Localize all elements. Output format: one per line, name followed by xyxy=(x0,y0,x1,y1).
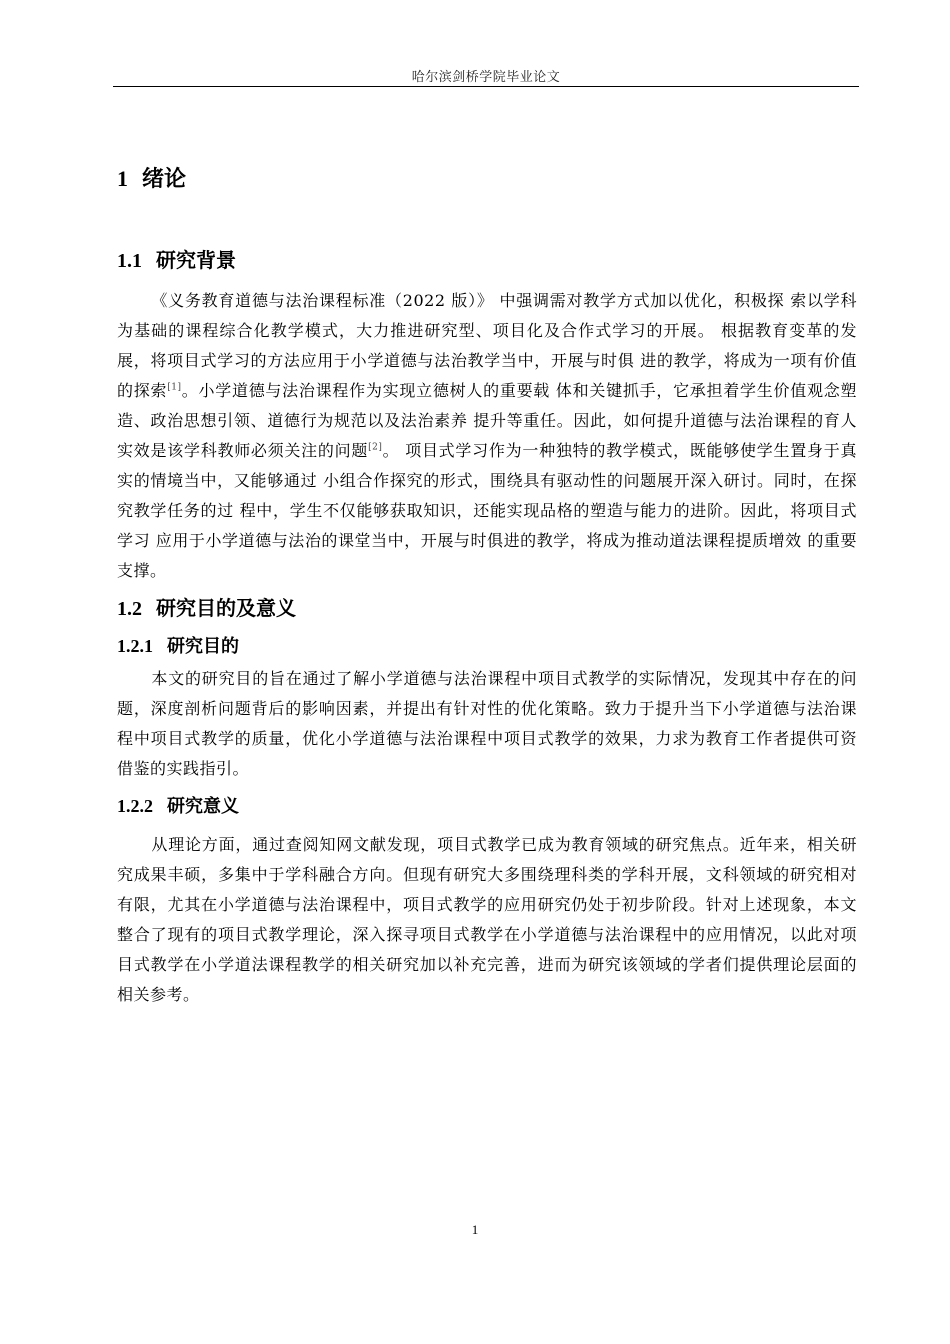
section-number: 1.1 xyxy=(117,250,142,272)
spacer xyxy=(117,198,857,242)
subsection-heading-1-2-1 xyxy=(117,630,857,662)
paragraph-text: 。 项目式学习作为一种独特的教学模式，既能够使学生置身于真实的情境当中，又能够通过 小组合作探究的形式，围绕具有驱动性的问题展开深入研讨。同时，在探究教学任务的过 程中，学生不仅能够获取知识，还能实现品格的塑造与能力的进阶。因此，将项目式学习 应用于小学道德与法治的课堂当中，开展与时俱进的教学，将成为推动道法课程提质增效 的重要支撑。 xyxy=(117,441,857,580)
section-heading-1-1 xyxy=(117,242,857,278)
chapter-number: 1 xyxy=(117,166,128,191)
section-heading-1-2 xyxy=(117,590,857,626)
paragraph-text: 。小学道德与法治课程作为实现立德树人的重要载 体和关键抓手，它承担着学生价值观念塑造、政治思想引领、道德行为规范以及法治素养 提升等重任。因此，如何提升道德与法治课程的育人实效是该学科教师必须关注的问题 xyxy=(117,381,857,460)
page-number: 1 xyxy=(471,1222,479,1237)
subsection-title: 研究意义 xyxy=(167,796,239,817)
subsection-number: 1.2.1 xyxy=(117,636,153,656)
background-paragraph xyxy=(117,286,857,586)
spacer xyxy=(117,278,857,286)
citation-2: [2] xyxy=(368,442,383,453)
significance-paragraph: 从理论方面，通过查阅知网文献发现，项目式教学已成为教育领域的研究焦点。近年来，相关研究成果丰硕，多集中于学科融合方向。但现有研究大多围绕理科类的学科开展，文科领域的研究相对有限，尤其在小学道德与法治课程中，项目式教学的应用研究仍处于初步阶段。针对上述现象，本文整合了现有的项目式教学理论，深入探寻项目式教学在小学道德与法治课程中的应用情况，以此对项目式教学在小学道法课程教学的相关研究加以补充完善，进而为研究该领域的学者们提供理论层面的相关参考。 xyxy=(117,835,857,1004)
chapter-title: 绪论 xyxy=(142,167,187,192)
subsection-title: 研究目的 xyxy=(167,636,239,657)
page-body xyxy=(117,160,857,1010)
spacer xyxy=(117,822,857,830)
subsection-number: 1.2.2 xyxy=(117,796,153,816)
section-title: 研究背景 xyxy=(156,248,236,272)
section-title: 研究目的及意义 xyxy=(156,596,296,620)
running-header: 哈尔滨剑桥学院毕业论文 xyxy=(411,70,561,85)
subsection-heading-1-2-2 xyxy=(117,790,857,822)
chapter-heading xyxy=(117,160,857,198)
purpose-paragraph: 本文的研究目的旨在通过了解小学道德与法治课程中项目式教学的实际情况，发现其中存在的问题，深度剖析问题背后的影响因素，并提出有针对性的优化策略。致力于提升当下小学道德与法治课程中项目式教学的质量，优化小学道德与法治课程中项目式教学的效果，力求为教育工作者提供可资借鉴的实践指引。 xyxy=(117,669,857,778)
header-rule xyxy=(113,86,859,87)
paragraph-text: 《义务教育道德与法治课程标准（2022 版）》 中强调需对教学方式加以优化，积极探 索以学科为基础的课程综合化教学模式，大力推进研究型、项目化及合作式学习的开展。 根据教育变革的发展，将项目式学习的方法应用于小学道德与法治教学当中，开展与时俱 进的教学，将成为一项有价值的探索 xyxy=(117,291,857,400)
section-number: 1.2 xyxy=(117,598,142,620)
citation-1: [1] xyxy=(167,382,182,393)
